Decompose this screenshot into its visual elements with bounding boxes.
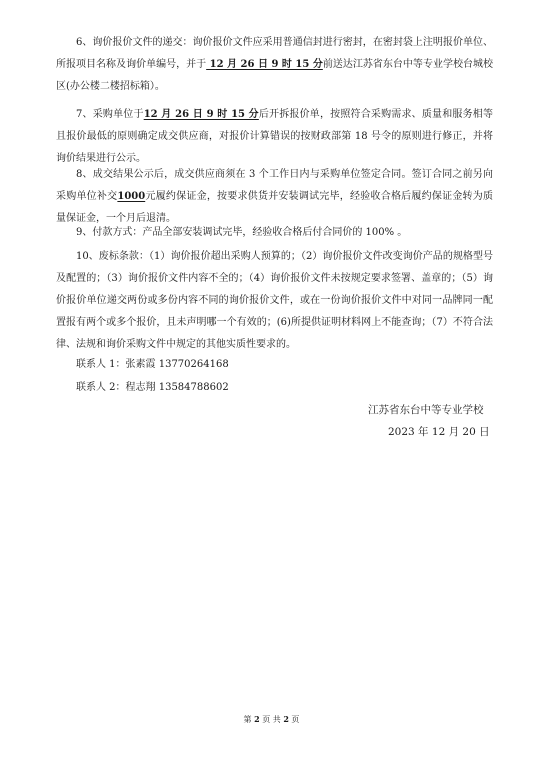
item-8-contract — [56, 164, 493, 230]
contact-2: 联系人 2：程志翔 13584788602 — [76, 382, 229, 393]
footer-suffix: 页 — [288, 715, 300, 724]
item-7-time: 12 月 26 日 9 时 15 分 — [143, 109, 259, 120]
item-8-text-a: 8、成交结果公示后，成交供应商须在 3 个工作日内与采购单位签定合同。签订合同之前另向采购单位补交 — [56, 169, 493, 202]
item-8-text-b: 元履约保证金，按要求供货并安装调试完毕，经验收合格后履约保证金转为质量保证金，一个月后退清。 — [56, 191, 494, 224]
footer-prefix: 第 — [243, 715, 255, 724]
signature-date: 2023 年 12 月 20 日 — [388, 426, 490, 438]
item-6-text-a: 6、询价报价文件的递交：询价报价文件应采用普通信封进行密封，在密封袋上注明报价单位、所报项目名称及询价单编号，并于 — [56, 37, 493, 70]
item-7-opening — [56, 104, 493, 170]
item-6-submission — [56, 32, 493, 98]
item-7-text-a: 7、采购单位于 — [76, 109, 144, 120]
footer-middle: 页 共 — [259, 715, 284, 724]
item-8-amount: 1000 — [117, 191, 146, 202]
signature-org: 江苏省东台中等专业学校 — [368, 404, 484, 416]
footer-page-total: 2 — [283, 714, 289, 724]
footer-page-number: 2 — [254, 714, 260, 724]
page-footer — [0, 712, 543, 727]
item-9-payment: 9、付款方式：产品全部安装调试完毕，经验收合格后付合同价的 100% 。 — [76, 227, 408, 238]
item-10-invalid-bid: 10、废标条款：（1）询价报价超出采购人预算的；（2）询价报价文件改变询价产品的规格型号及配置的；（3）询价报价文件内容不全的；（4）询价报价文件未按规定要求签署、盖章的；（5）询价报价单位递交两份或多份内容不同的询价报价文件，或在一份询价报价文件中对同一品牌同一配置报有两个或多个报价，且未声明哪一个有效的；(6)所提供证明材料网上不能查询；（7）不符合法律、法规和询价采购文件中规定的其他实质性要求的。 — [56, 251, 493, 350]
contact-1: 联系人 1：张素霞 13770264168 — [76, 359, 229, 370]
item-6-text-b: 前送达江苏省东台中等专业学校台城校区(办公楼二楼招标箱）。 — [56, 59, 494, 92]
item-7-text-b: 后开拆报价单，按照符合采购需求、质量和服务相等且报价最低的原则确定成交供应商，对报价计算错误的按财政部第 18 号令的原则进行修正，并将询价结果进行公示。 — [56, 109, 493, 164]
item-6-deadline: 12 月 26 日 9 时 15 分 — [206, 59, 323, 70]
